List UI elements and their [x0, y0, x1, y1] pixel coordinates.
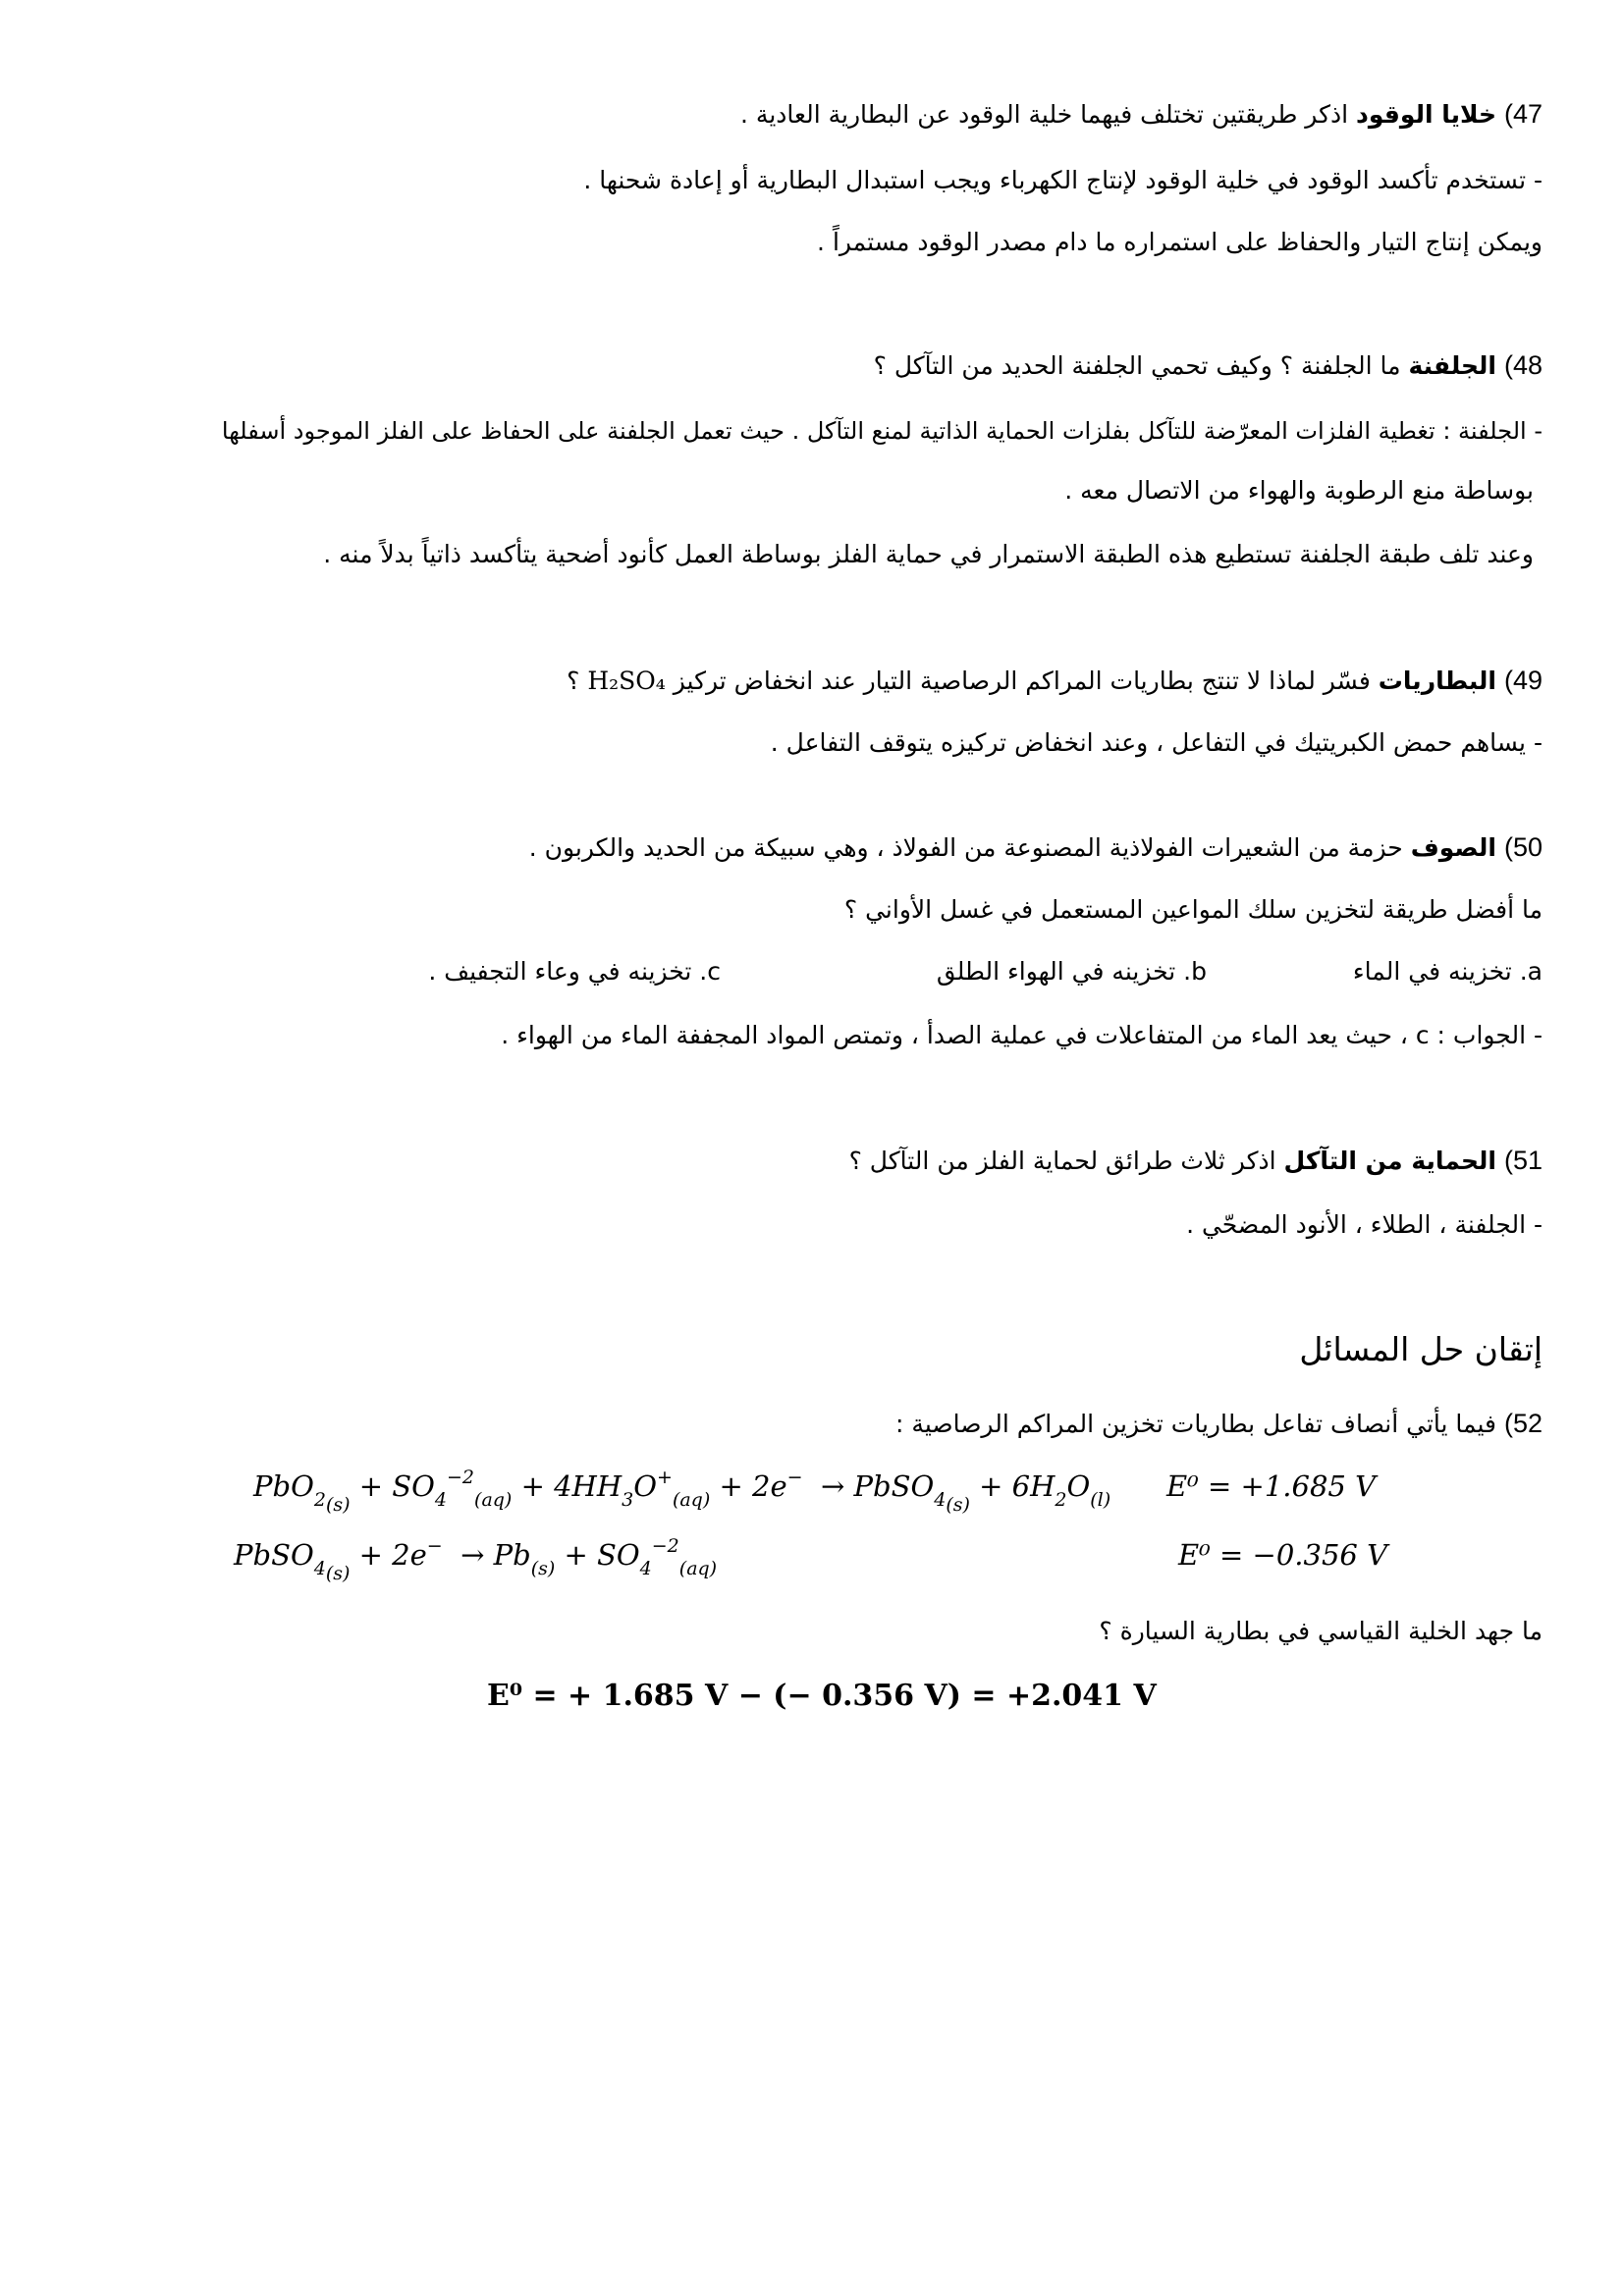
q50-option-c-text: تخزينه في وعاء التجفيف .	[428, 957, 692, 986]
q48-answer-2: بوساطة منع الرطوبة والهواء من الاتصال معه .	[1064, 476, 1534, 505]
q51-keyword: الحماية من التآكل	[1283, 1147, 1496, 1175]
equation-2: PbSO$_{4_{(s)}}$ + $2e^- \to Pb_{(s)} + SO_4^{-2}_{(aq)}$	[234, 1535, 718, 1584]
q47-answer-1: - تستخدم تأكسد الوقود في خلية الوقود لإنتاج الكهرباء ويجب استبدال البطارية أو إعادة شحنها .	[583, 166, 1543, 194]
q47-question: اذكر طريقتين تختلف فيهما خلية الوقود عن البطارية العادية .	[740, 100, 1349, 129]
q50-statement-line	[529, 830, 1543, 865]
q52-question: فيما يأتي أنصاف تفاعل بطاريات تخزين المراكم الرصاصية :	[895, 1410, 1496, 1438]
q50-option-a-letter: a.	[1519, 957, 1543, 986]
q51-question: اذكر ثلاث طرائق لحماية الفلز من التآكل ؟	[848, 1147, 1276, 1175]
q48-number: 48)	[1503, 350, 1543, 380]
q47-answer-2: ويمكن إنتاج التيار والحفاظ على استمراره ما دام مصدر الوقود مستمراً .	[817, 228, 1543, 256]
q50-option-c-letter: c.	[699, 957, 721, 986]
q49-question-line	[567, 664, 1543, 698]
q50-question: ما أفضل طريقة لتخزين سلك المواعين المستعمل في غسل الأواني ؟	[843, 895, 1543, 924]
q50-keyword: الصوف	[1410, 833, 1496, 862]
q50-answer-1: - الجواب : c ، حيث يعد الماء من المتفاعلات في عملية الصدأ ، وتمتص المواد المجففة الماء من الهواء .	[501, 1021, 1543, 1049]
q50-number: 50)	[1503, 832, 1543, 862]
q49-keyword: البطاريات	[1378, 667, 1496, 695]
q49-number: 49)	[1503, 666, 1543, 695]
q52-number: 52)	[1503, 1409, 1543, 1438]
q49-formula: H₂SO₄	[587, 667, 666, 695]
q52-result: E⁰ = + 1.685 V − (− 0.356 V) = +2.041 V	[487, 1679, 1157, 1713]
q50-option-b-text: تخزينه في الهواء الطلق	[936, 957, 1176, 986]
q48-answer-1: - الجلفنة : تغطية الفلزات المعرّضة للتآكل بفلزات الحماية الذاتية لمنع التآكل . حيث تعمل الجلفنة على الحفاظ على الفلز الموجود أسفلها	[221, 417, 1543, 445]
equation-1: $PbO_{2_{(s)}} + SO_4^{-2}_{(aq)} + 4HH_3O^+_{(aq)} + 2e^-$ → PbSO$_{4_{(s)}}$ + $6H_2O_{(l)}$	[253, 1467, 1111, 1516]
q51-answer-1: - الجلفنة ، الطلاء ، الأنود المضحّي .	[1186, 1210, 1543, 1239]
q48-answer-3: وعند تلف طبقة الجلفنة تستطيع هذه الطبقة الاستمرار في حماية الفلز بوساطة العمل كأنود أضحية يتأكسد ذاتياً بدلاً منه .	[323, 540, 1534, 568]
q47-number: 47)	[1503, 99, 1543, 129]
q48-question: ما الجلفنة ؟ وكيف تحمي الجلفنة الحديد من التآكل ؟	[873, 351, 1401, 380]
equation-1-potential: E⁰ = +1.685 V	[1166, 1469, 1377, 1503]
q50-option-b-letter: b.	[1183, 957, 1207, 986]
q47-keyword: خلايا الوقود	[1356, 100, 1496, 129]
q49-answer-1: - يساهم حمض الكبريتيك في التفاعل ، وعند انخفاض تركيزه يتوقف التفاعل .	[770, 728, 1543, 757]
q51-number: 51)	[1503, 1146, 1543, 1175]
q50-option-a	[1353, 957, 1543, 986]
q49-question: فسّر لماذا لا تنتج بطاريات المراكم الرصاصية التيار عند انخفاض تركيز	[673, 667, 1371, 695]
q52-question-line	[895, 1407, 1543, 1441]
q50-option-a-text: تخزينه في الماء	[1352, 957, 1512, 986]
q48-keyword: الجلفنة	[1408, 351, 1496, 380]
section-title: إتقان حل المسائل	[1299, 1330, 1543, 1368]
q48-question-line	[874, 348, 1543, 383]
q52-question-2: ما جهد الخلية القياسي في بطارية السيارة ؟	[1099, 1617, 1543, 1645]
equation-2-potential: E⁰ = −0.356 V	[1178, 1538, 1388, 1572]
q50-statement: حزمة من الشعيرات الفولاذية المصنوعة من الفولاذ ، وهي سبيكة من الحديد والكربون .	[528, 833, 1403, 862]
q49-question-end: ؟	[567, 667, 580, 695]
q47-question-line	[740, 97, 1543, 132]
q50-option-c	[428, 957, 721, 986]
q51-question-line	[849, 1144, 1543, 1178]
q50-option-b	[937, 957, 1207, 986]
